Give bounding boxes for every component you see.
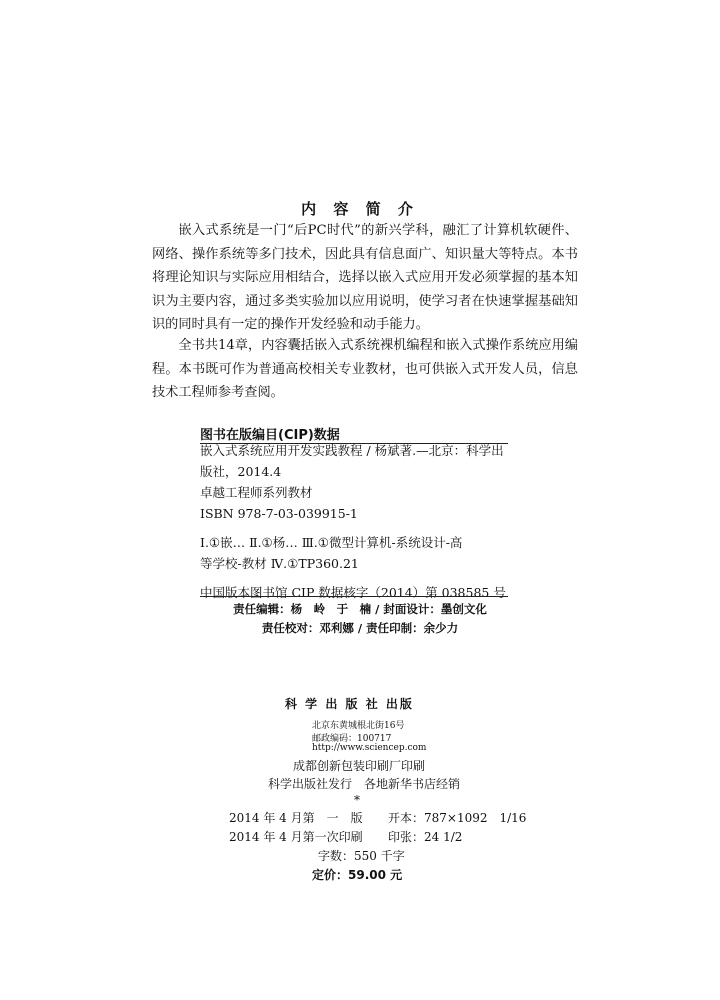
cip-record <box>200 440 508 603</box>
book-format: 开本：787×1092 1/16 <box>388 811 527 825</box>
publisher-name: 科 学 出 版 社 出版 <box>285 697 414 711</box>
cip-line: 卓越工程师系列教材 <box>200 485 313 500</box>
cip-bottom-rule <box>200 596 508 597</box>
publisher-url: http://www.sciencep.com <box>312 743 427 753</box>
cip-line: Ⅰ.①嵌… Ⅱ.①杨… Ⅲ.①微型计算机-系统设计-高 <box>200 535 463 550</box>
cip-line: 版社，2014.4 <box>200 464 282 479</box>
separator-star: * <box>354 793 360 807</box>
cip-heading: 图书在版编目(CIP)数据 <box>200 428 340 443</box>
print-date: 2014 年 4 月第一次印刷 <box>229 830 363 844</box>
credits-line-2: 责任校对：邓利娜 / 责任印制：余少力 <box>261 621 459 635</box>
price: 定价：59.00 元 <box>312 868 403 882</box>
printer: 成都创新包装印刷厂印刷 <box>293 759 426 773</box>
cip-number: 中国版本图书馆 CIP 数据核字（2014）第 038585 号 <box>200 585 506 600</box>
edition-date: 2014 年 4 月第 一 版 <box>229 811 363 825</box>
cip-line: 嵌入式系统应用开发实践教程 / 杨斌著.—北京：科学出 <box>200 443 504 458</box>
printed-sheets: 印张：24 1/2 <box>388 830 463 844</box>
cip-line: 等学校-教材 Ⅳ.①TP360.21 <box>200 556 359 571</box>
publisher-postcode: 邮政编码：100717 <box>312 734 392 744</box>
cip-line: ISBN 978-7-03-039915-1 <box>200 506 358 521</box>
word-count: 字数：550 千字 <box>318 849 405 863</box>
publisher-address: 北京东黄城根北街16号 <box>312 721 405 731</box>
distribution: 科学出版社发行 各地新华书店经销 <box>268 777 461 791</box>
credits-line-1: 责任编辑：杨 岭 于 楠 / 封面设计：墨创文化 <box>233 602 487 616</box>
summary-title: 内 容 简 介 <box>301 200 419 218</box>
summary-paragraph-2: 全书共14章，内容囊括嵌入式系统裸机编程和嵌入式操作系统应用编程。本书既可作为普通高校相关专业教材，也可供嵌入式开发人员，信息技术工程师参考查阅。 <box>152 338 578 400</box>
summary-paragraph-1: 嵌入式系统是一门“后PC时代”的新兴学科，融汇了计算机软硬件、网络、操作系统等多门技术，因此具有信息面广、知识量大等特点。本书将理论知识与实际应用相结合，选择以嵌入式应用开发必须掌握的基本知识为主要内容，通过多类实验加以应用说明，使学习者在快速掌握基础知识的同时具有一定的操作开发经验和动手能力。 <box>152 223 578 332</box>
